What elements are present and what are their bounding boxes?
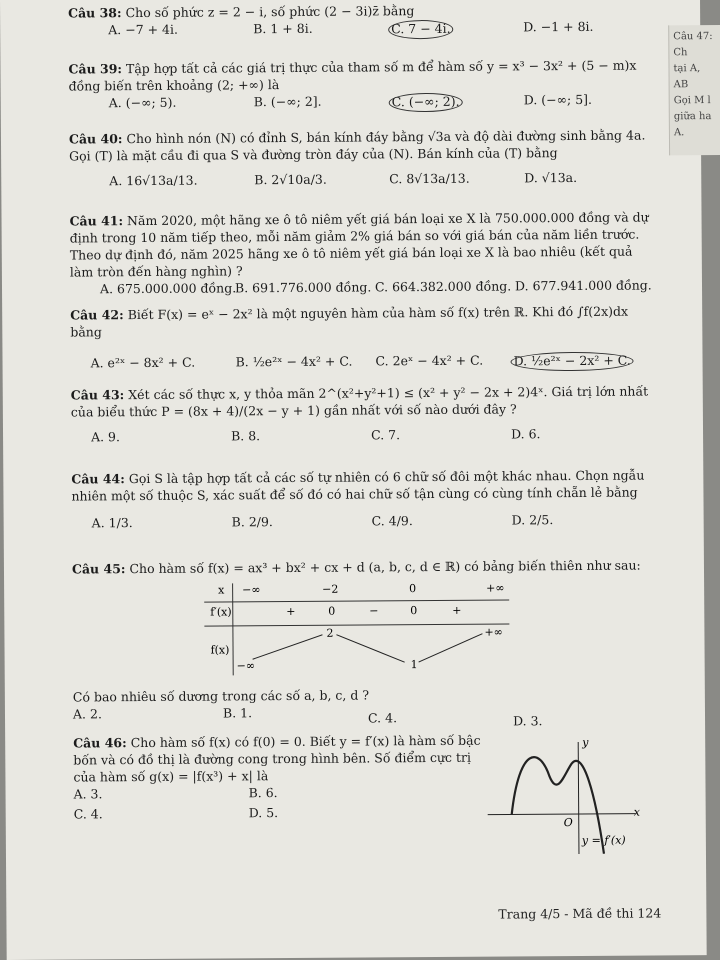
option-c: C. 4.: [367, 710, 398, 726]
question-44: [71, 467, 651, 535]
question-43: [71, 383, 651, 449]
question-40: [69, 127, 649, 193]
option-a: A. 3.: [73, 785, 103, 802]
fprime-sign: +: [286, 604, 296, 619]
option-c: C. 4.: [73, 805, 103, 822]
question-text: Biết F(x) = eˣ − 2x² là một nguyên hàm của hàm số f(x) trên ℝ. Khi đó ∫f(2x)dx bằng: [70, 303, 629, 340]
fprime-zero: 0: [410, 604, 418, 618]
question-text: Năm 2020, một hãng xe ô tô niêm yết giá bán loại xe X là 750.000.000 đồng và dự định trong 10 năm tiếp theo, mỗi năm giảm 2% giá bán so với giá bán của năm liền trước. Theo dự định đó, năm 2025 hãng xe ô tô niêm yết giá bán loại xe X là bao nhiêu (kết quả làm tròn đến hàng nghìn) ?: [69, 209, 649, 280]
side-page-fragment: [668, 25, 720, 155]
option-d: D. 6.: [510, 425, 541, 442]
option-a: A. (−∞; 5).: [108, 94, 177, 110]
question-38: [68, 1, 648, 42]
question-text: Cho hàm số f(x) có f(0) = 0. Biết y = f′(x) là hàm số bậc bốn và có đồ thị là đường cong trong hình bên. Số điểm cực trị của hàm số g(x) = |f(x³) + x| là: [73, 732, 481, 785]
side-line: tại A, AB: [673, 63, 701, 91]
option-d: D. 677.941.000 đồng.: [514, 276, 652, 293]
f-label: f(x): [210, 643, 230, 657]
option-d: D. 3.: [512, 713, 543, 729]
x-label: x: [218, 583, 225, 597]
x-value: +∞: [486, 581, 505, 595]
question-42: [70, 303, 650, 375]
side-line: Gọi M l: [673, 95, 711, 107]
option-a: A. 2.: [72, 706, 102, 722]
side-line: A.: [673, 127, 685, 139]
option-c: C. 7.: [370, 426, 401, 443]
option-b: B. 8.: [230, 427, 261, 444]
option-c: C. 664.382.000 đồng.: [374, 277, 512, 294]
question-41: [69, 209, 650, 301]
fprime-graph: [483, 736, 644, 855]
option-b: B. 691.776.000 đồng.: [234, 278, 372, 295]
question-label: Câu 45:: [71, 561, 126, 577]
option-a: A. e²ˣ − 8x² + C.: [90, 354, 196, 371]
option-c: C. 2eˣ − 4x² + C.: [375, 352, 484, 369]
x-value: −∞: [242, 583, 261, 597]
question-text: Có bao nhiêu số dương trong các số a, b, c, d ?: [72, 687, 370, 705]
option-d: D. √13a.: [524, 169, 578, 186]
option-a: A. 1/3.: [91, 514, 133, 531]
option-b: B. 1 + 8i.: [253, 20, 313, 37]
question-text: Cho hàm số f(x) = ax³ + bx² + cx + d (a, b, c, d ∈ ℝ) có bảng biến thiên như sau:: [129, 557, 641, 577]
question-label: Câu 39:: [68, 61, 123, 77]
question-45: [72, 557, 652, 578]
question-text: Cho số phức z = 2 − i, số phức (2 − 3i)z̄ bằng: [125, 3, 415, 21]
graph-caption: y = f′(x): [581, 833, 626, 847]
option-c-circled: C. 7 − 4i.: [388, 20, 454, 39]
option-c-circled: C. (−∞; 2).: [389, 93, 463, 112]
option-b: B. 1.: [222, 705, 253, 721]
question-label: Câu 42:: [70, 307, 124, 323]
question-label: Câu 44:: [71, 471, 125, 487]
option-b: B. 6.: [248, 784, 278, 800]
x-value: 0: [409, 582, 417, 596]
option-a: A. −7 + 4i.: [108, 21, 179, 38]
question-text: Cho hình nón (N) có đỉnh S, bán kính đáy bằng √3a và độ dài đường sinh bằng 4a. Gọi (T) là mặt cầu đi qua S và đường tròn đáy của (N). Bán kính của (T) bằng: [69, 127, 646, 164]
option-d-circled: D. ½e²ˣ − 2x² + C.: [510, 351, 633, 371]
option-b: B. ½e²ˣ − 4x² + C.: [235, 353, 353, 370]
question-text: Tập hợp tất cả các giá trị thực của tham số m để hàm số y = x³ − 3x² + (5 − m)x đồng biến trên khoảng (2; +∞) là: [68, 57, 637, 94]
page-footer: Trang 4/5 - Mã đề thi 124: [498, 905, 662, 922]
option-a: A. 675.000.000 đồng.: [99, 279, 237, 296]
f-value: 2: [326, 626, 334, 640]
f-value: +∞: [484, 625, 503, 639]
fprime-label: f′(x): [210, 605, 232, 619]
f-value: −∞: [236, 659, 256, 673]
side-line: giữa ha: [673, 111, 712, 123]
option-d: D. −1 + 8i.: [523, 18, 594, 35]
question-39: [68, 57, 648, 115]
option-c: C. 4/9.: [371, 512, 413, 529]
question-45-after: [72, 685, 653, 729]
question-text: Xét các số thực x, y thỏa mãn 2^(x²+y²+1) ≤ (x² + y² − 2x + 2)4ˣ. Giá trị lớn nhất của biểu thức P = (8x + 4)/(2x − y + 1) gần nhất với số nào dưới đây ?: [70, 383, 649, 420]
question-46: [73, 733, 484, 826]
side-line: Câu 47: Ch: [673, 31, 713, 59]
question-label: Câu 46:: [73, 735, 127, 751]
y-axis-label: y: [582, 735, 589, 749]
x-value: −2: [322, 582, 339, 596]
option-b: B. 2/9.: [231, 513, 273, 530]
question-label: Câu 41:: [69, 213, 124, 229]
x-axis-label: x: [633, 805, 640, 819]
option-b: B. (−∞; 2].: [253, 93, 322, 109]
option-b: B. 2√10a/3.: [254, 171, 327, 187]
fprime-sign: −: [369, 604, 379, 618]
f-value: 1: [410, 658, 418, 672]
question-text: Gọi S là tập hợp tất cả các số tự nhiên có 6 chữ số đôi một khác nhau. Chọn ngẫu nhiên một số thuộc S, xác suất để số đó có hai chữ số tận cùng có cùng tính chẵn lẻ bằng: [71, 467, 645, 504]
option-d: D. (−∞; 5].: [523, 91, 593, 108]
question-label: Câu 40:: [68, 131, 123, 147]
option-a: A. 9.: [90, 428, 121, 445]
origin-label: O: [563, 816, 573, 830]
question-label: Câu 38:: [68, 5, 122, 21]
fprime-sign: +: [452, 603, 462, 617]
option-c: C. 8√13a/13.: [389, 170, 470, 187]
table-arrows: [204, 581, 510, 675]
option-d: D. 5.: [248, 804, 279, 820]
option-d: D. 2/5.: [511, 511, 554, 528]
option-a: A. 16√13a/13.: [109, 172, 198, 188]
fprime-zero: 0: [328, 604, 336, 618]
question-label: Câu 43:: [70, 387, 125, 403]
variation-table: [204, 581, 510, 675]
